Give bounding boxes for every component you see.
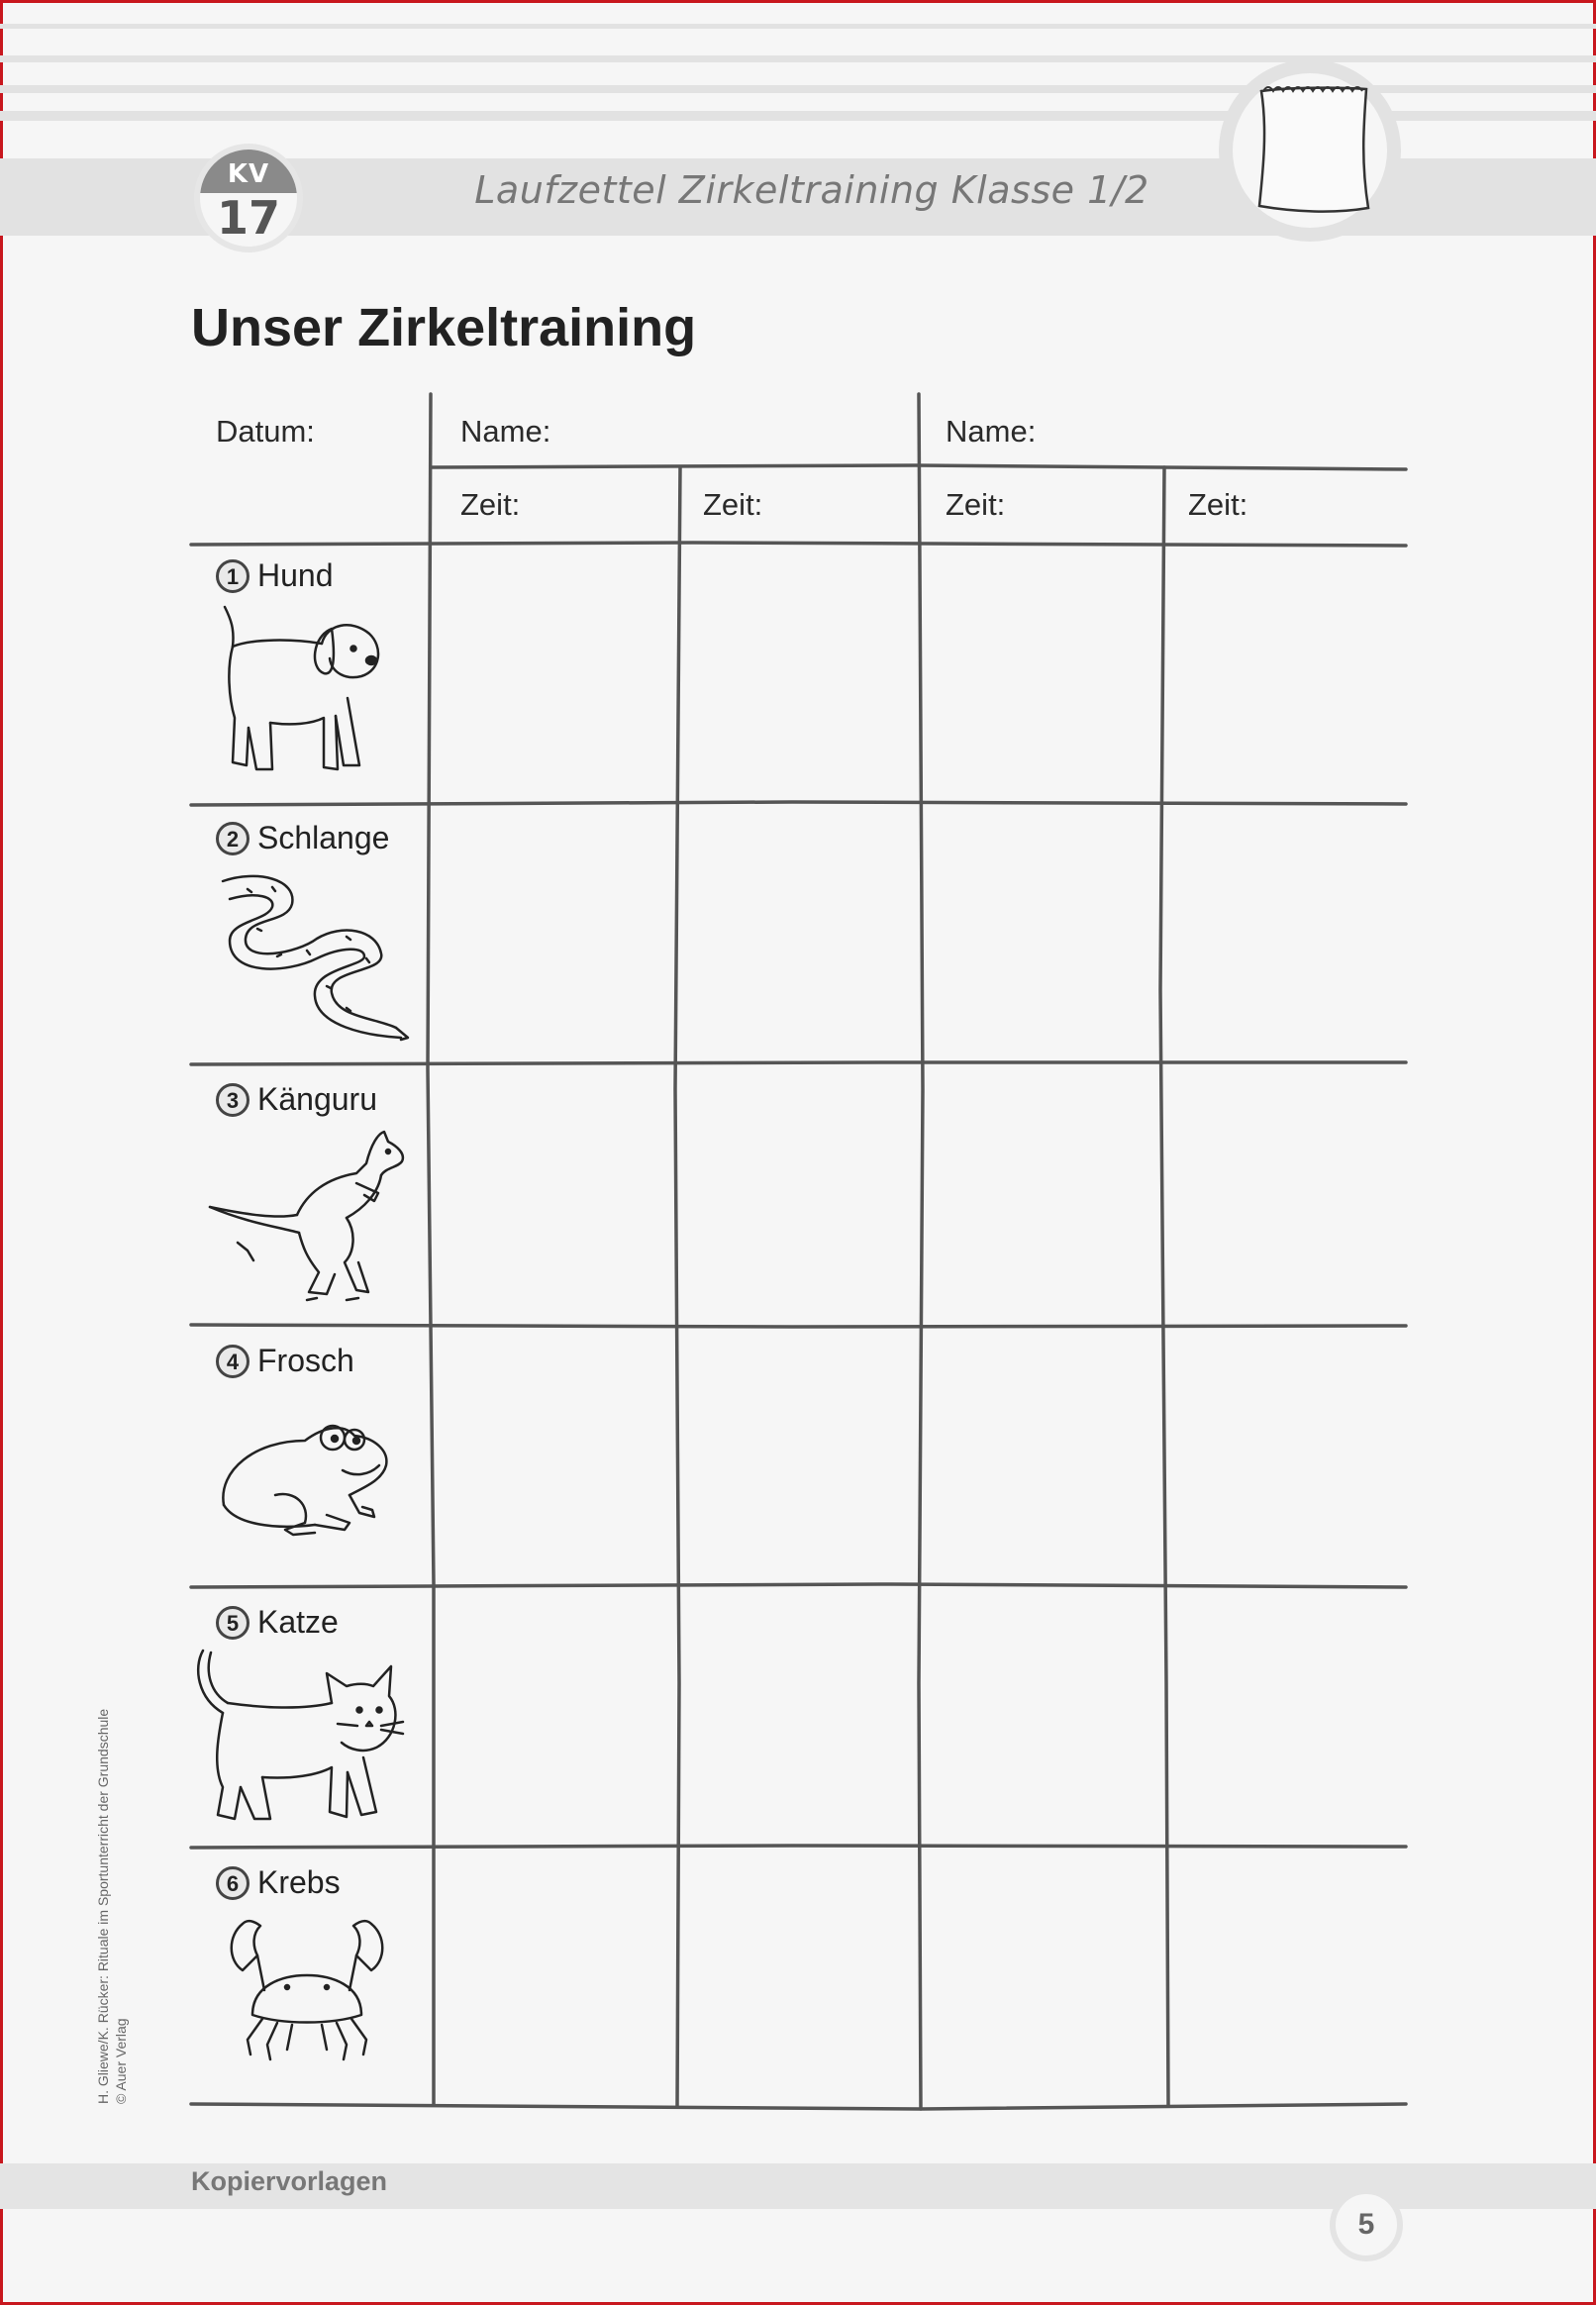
station-schlange xyxy=(216,820,389,856)
copyright-line: H. Gliewe/K. Rücker: Rituale im Sportunterricht der Grundschule xyxy=(95,1708,111,2104)
time-label: Zeit: xyxy=(703,487,763,522)
station-frosch xyxy=(216,1343,354,1379)
dog-icon xyxy=(213,599,386,787)
kv-label: KV xyxy=(200,150,297,193)
station-number: 2 xyxy=(216,822,249,855)
station-number: 3 xyxy=(216,1083,249,1117)
name-label: Name: xyxy=(946,414,1037,449)
station-kaenguru xyxy=(216,1081,377,1118)
time-label: Zeit: xyxy=(460,487,521,522)
station-hund xyxy=(216,557,334,594)
page-heading: Unser Zirkeltraining xyxy=(191,298,697,357)
station-name: Frosch xyxy=(257,1343,354,1378)
worksheet-title: Laufzettel Zirkeltraining Klasse 1/2 xyxy=(474,168,1149,212)
station-number: 1 xyxy=(216,559,249,593)
page-number: 5 xyxy=(1330,2188,1403,2261)
name-label: Name: xyxy=(460,414,551,449)
station-name: Hund xyxy=(257,557,334,593)
time-label: Zeit: xyxy=(1188,487,1248,522)
kv-number: 17 xyxy=(216,191,280,245)
frog-icon xyxy=(216,1416,394,1545)
crab-icon xyxy=(223,1916,391,2064)
copyright-line: © Auer Verlag xyxy=(113,2018,129,2104)
station-name: Katze xyxy=(257,1604,339,1640)
station-number: 6 xyxy=(216,1866,249,1900)
station-krebs xyxy=(216,1864,341,1901)
station-number: 5 xyxy=(216,1606,249,1640)
footer-label: Kopiervorlagen xyxy=(191,2166,388,2196)
kangaroo-icon xyxy=(208,1124,411,1307)
station-katze xyxy=(216,1604,339,1641)
time-label: Zeit: xyxy=(946,487,1006,522)
snake-icon xyxy=(218,869,416,1043)
station-name: Krebs xyxy=(257,1864,341,1900)
station-name: Känguru xyxy=(257,1081,377,1117)
date-label: Datum: xyxy=(216,414,315,449)
station-number: 4 xyxy=(216,1345,249,1378)
station-name: Schlange xyxy=(257,820,390,855)
copyright-note xyxy=(94,1510,130,2104)
cat-icon xyxy=(193,1649,411,1827)
